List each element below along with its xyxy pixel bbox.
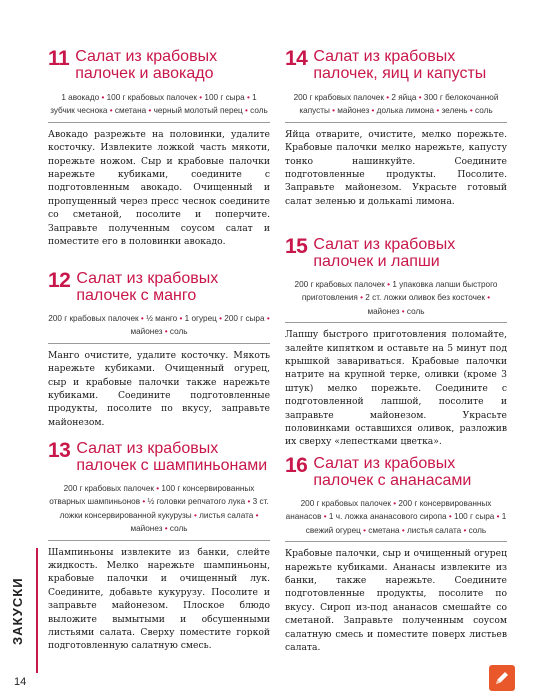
recipe-instructions: Яйца отварите, очистите, мелко порежьте. Крабовые палочки мелко нарежьте, капусту тонко нашинкуйте. Соедините подготовленные продукты. Посолите. Заправьте майонезом. Украсьте готовый салат зеленью и долькami лимона. [285,128,507,207]
bullet-dot: • [448,512,452,522]
recipe-number: 13 [48,439,71,462]
recipe-number: 11 [48,47,70,70]
bullet-dot: • [109,106,113,116]
bullet-dot: • [193,510,197,520]
bullet-dot: • [360,293,363,303]
bullet-dot: • [323,512,327,522]
bullet-dot: • [401,525,405,535]
recipe-name: Салат из крабовых палочек с ананасами [313,455,472,489]
recipe-ingredients: 200 г крабовых палочек • 2 яйца • 300 г белокочанной капусты • майонез • долька лимона • зелень • соль [293,93,499,116]
recipe-13 [48,440,270,653]
recipe-ingredients: 200 г крабовых палочек • 1 упаковка лапши быстрого приготовления • 2 ст. ложки оливок без косточек • майонез • соль [294,280,498,316]
recipe-name: Салат из крабовых палочек, яиц и капусты [313,48,487,82]
bullet-dot: • [164,524,168,534]
recipe-11 [48,48,270,248]
bullet-dot: • [487,293,491,303]
bullet-dot: • [371,106,375,116]
bullet-dot: • [101,93,105,102]
recipe-number: 15 [285,235,308,258]
recipe-instructions: Шампиньоны извлеките из банки, слейте жидкость. Мелко нарежьте шампиньоны, крабовые палочки и очищенный лук. Соедините, добавьте кукурузу. Посолите и заправьте майонезом. Плоское блюдо выложите вымытыми и обсушенными листьями салата. Сверху поместите горкой подготовленную салатную смесь. [48,546,270,652]
bullet-dot: • [363,525,366,535]
recipe-title [285,455,507,489]
bullet-dot: • [164,327,168,337]
bullet-dot: • [332,106,336,116]
recipe-number: 16 [285,454,308,477]
recipe-name: Салат из крабовых палочек с манго [76,270,219,304]
recipe-14 [285,48,507,208]
recipe-name: Салат из крабовых палочек и лапши [313,236,456,270]
recipe-ingredients: 200 г крабовых палочек • 200 г консервированных ананасов • 1 ч. ложка ананасового сиропа • 100 г сыра • 1 свежий огурец • сметана • листья салата • соль [285,499,507,535]
section-rule [36,548,38,673]
bullet-dot: • [266,314,270,323]
recipe-ingredients: 200 г крабовых палочек • 100 г консервированных отварных шампиньонов • ½ головки репчатого лука • 3 ст. ложки консервированной кукурузы • листья салата • майонез • соль [49,484,269,534]
recipe-number: 12 [48,269,71,292]
recipe-title [48,440,270,474]
recipe-12 [48,270,270,429]
recipe-15 [285,236,507,449]
recipe-title [48,48,270,82]
recipe-instructions: Лапшу быстрого приготовления поломайте, залейте кипятком и оставьте на 5 минут под крышкой завариваться. Крабовые палочки натрите на крупной терке, оливки (кроме 3 штук) мелко порежьте. Соедините с подготовленной лапшой, посолите и заправьте майонезом. Украсьте половинками оставшихся оливок, разложив их сверху «лепестками цветка». [285,329,507,448]
bullet-dot: • [179,314,183,323]
bullet-dot: • [142,497,146,507]
recipe-name: Салат из крабовых палочек и авокадо [75,48,218,82]
recipe-instructions: Крабовые палочки, сыр и очищенный огурец нарежьте кубиками. Ананасы извлеките из банки, также нарежьте. Соедините подготовленные продукты, посолите по вкусу. Сироп из-под ананасов смешайте со сметаной. Заправьте полученным соусом салатную смесь и поместите поверх листьев салата. [285,548,507,654]
recipe-name: Салат из крабовых палочек с шампиньонами [76,440,268,474]
bullet-dot: • [247,497,251,507]
recipe-ingredients: 200 г крабовых палочек • ½ манго • 1 огурец • 200 г сыра • майонез • соль [48,314,270,337]
section-label-text: ЗАКУСКИ [10,577,25,645]
pencil-icon [489,665,515,691]
recipe-title [285,236,507,270]
bullet-dot: • [496,512,500,522]
bullet-dot: • [393,499,397,508]
page-number: 14 [14,676,27,688]
bullet-dot: • [255,510,259,520]
bullet-dot: • [246,93,250,102]
recipe-title [48,270,270,304]
recipe-ingredients: 1 авокадо • 100 г крабовых палочек • 100 г сыра • 1 зубчик чеснока • сметана • черный молотый перец • соль [50,93,268,116]
recipe-instructions: Манго очистите, удалите косточку. Мякоть нарежьте кубиками. Очищенный огурец, сыр и крабовые палочки также нарежьте кубиками. Соедините подготовленные продукты, посолите по вкусу, заправьте майонезом. [48,349,270,428]
bullet-dot: • [401,306,405,316]
bullet-dot: • [387,280,391,289]
bullet-dot: • [156,484,160,493]
bullet-dot: • [148,106,152,116]
bullet-dot: • [436,106,440,116]
pencil-badge[interactable] [489,665,515,691]
bullet-dot: • [219,314,222,323]
section-label [10,545,30,645]
bullet-dot: • [199,93,203,102]
bullet-dot: • [245,106,248,116]
recipe-instructions: Авокадо разрежьте на половинки, удалите косточку. Извлеките ложкой часть мякоти, порежьте ножом. Сыр и крабовые палочки нарежьте кубиками, соедините с подготовленным авокадо. Очищенный и пропущенный через пресс чеснок соедините со сметаной, посолите и поперчите. Заправьте полученным соусом салат и поместите его в половинки авокадо. [48,128,270,248]
bullet-dot: • [386,93,390,102]
recipe-number: 14 [285,47,308,70]
bullet-dot: • [463,525,467,535]
recipe-16 [285,455,507,654]
bullet-dot: • [418,93,422,102]
recipe-title [285,48,507,82]
bullet-dot: • [140,314,144,323]
bullet-dot: • [469,106,473,116]
